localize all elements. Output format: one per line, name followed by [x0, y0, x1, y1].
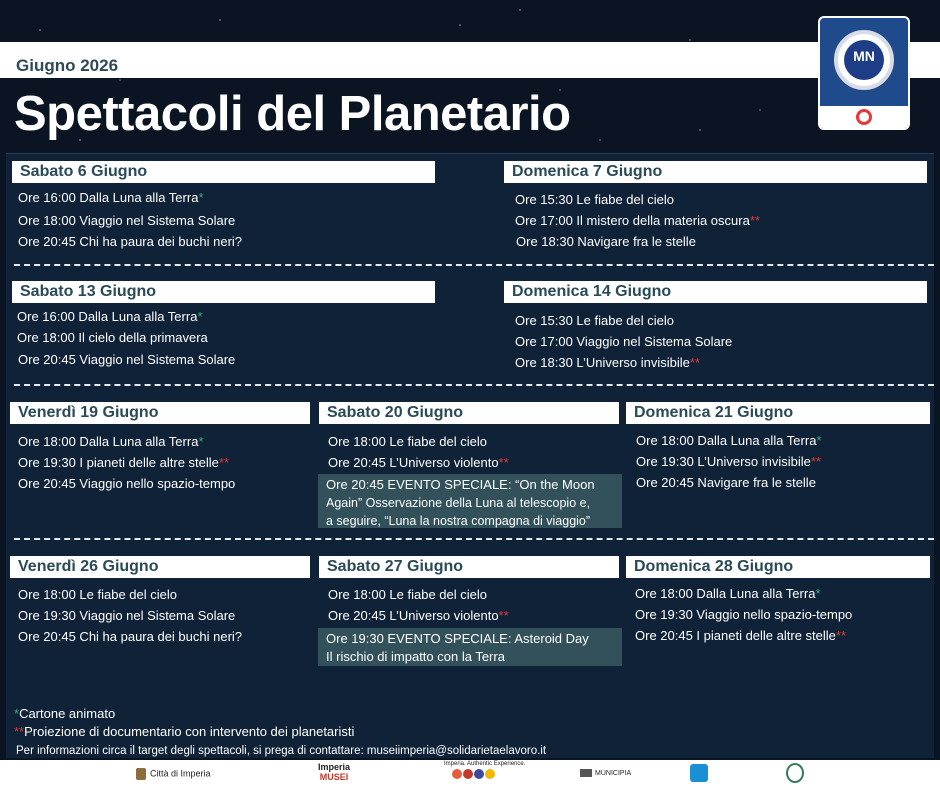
- partner-emblem-icon: [786, 763, 804, 783]
- event-item: Ore 18:00 Le fiabe del cielo: [328, 587, 487, 602]
- logo-subtext: PLANETARIUM: [849, 79, 879, 84]
- event-item: Ore 18:00 Il cielo della primavera: [17, 330, 208, 345]
- sponsor-citta-imperia: Città di Imperia: [136, 768, 211, 780]
- documentary-mark: **: [749, 213, 760, 228]
- day-header-venerdi-26: Venerdì 26 Giugno: [10, 556, 310, 578]
- cartoon-mark: *: [816, 433, 822, 448]
- event-item: Ore 18:00 Le fiabe del cielo: [18, 587, 177, 602]
- logo-emblem: [844, 40, 884, 84]
- sponsor-logo-green: [786, 763, 804, 785]
- event-item: Ore 18:30 Navigare fra le stelle: [516, 234, 696, 249]
- municipia-icon: [580, 769, 592, 777]
- header-band: [0, 42, 940, 78]
- documentary-mark: **: [810, 454, 821, 469]
- day-header-sabato-6: Sabato 6 Giugno: [12, 161, 435, 183]
- sponsor-bar: [0, 760, 940, 788]
- day-header-domenica-7: Domenica 7 Giugno: [504, 161, 927, 183]
- special-event-line: Again” Osservazione della Luna al telescopio e,: [326, 496, 591, 510]
- logo-base: [820, 106, 908, 128]
- documentary-mark: **: [498, 608, 509, 623]
- cartoon-mark: *: [815, 586, 821, 601]
- special-event-line: Il rischio di impatto con la Terra: [326, 649, 505, 664]
- sponsor-imperia-experience: Imperia. Authentic Experience.: [444, 761, 525, 781]
- event-item: Ore 18:00 Dalla Luna alla Terra*: [636, 433, 822, 448]
- special-event-box: [318, 628, 622, 666]
- event-item: Ore 18:00 Dalla Luna alla Terra*: [635, 586, 821, 601]
- event-item: Ore 19:30 Viaggio nello spazio-tempo: [635, 607, 853, 622]
- event-item: Ore 17:00 Il mistero della materia oscura**: [515, 213, 760, 228]
- event-item: Ore 19:30 I pianeti delle altre stelle**: [18, 455, 230, 470]
- partner-logo-icon: [690, 764, 708, 782]
- special-event-line: Ore 19:30 EVENTO SPECIALE: Asteroid Day: [326, 631, 589, 646]
- day-header-domenica-28: Domenica 28 Giugno: [626, 556, 930, 578]
- month-label: Giugno 2026: [16, 56, 119, 75]
- event-item: Ore 20:45 Chi ha paura dei buchi neri?: [18, 629, 243, 644]
- event-item: Ore 15:30 Le fiabe del cielo: [515, 192, 674, 207]
- event-item: Ore 20:45 Viaggio nello spazio-tempo: [18, 476, 236, 491]
- event-item: Ore 20:45 L’Universo violento**: [328, 608, 509, 623]
- planetarium-logo: [818, 16, 910, 130]
- event-item: Ore 20:45 Navigare fra le stelle: [636, 475, 816, 490]
- event-item: Ore 20:45 Viaggio nel Sistema Solare: [18, 352, 236, 367]
- section-divider: [14, 538, 934, 540]
- day-header-venerdi-19: Venerdì 19 Giugno: [10, 402, 310, 424]
- event-item: Ore 16:00 Dalla Luna alla Terra*: [18, 190, 204, 205]
- crest-icon: [136, 768, 146, 780]
- day-header-sabato-13: Sabato 13 Giugno: [12, 281, 435, 303]
- logo-text: MN: [853, 48, 875, 64]
- event-item: Ore 20:45 L’Universo violento**: [328, 455, 509, 470]
- schedule-panel: [6, 153, 934, 758]
- experience-dots-icon: [452, 769, 525, 781]
- logo-symbol-icon: [856, 109, 872, 125]
- page-title: Spettacoli del Planetario: [14, 87, 571, 141]
- event-item: Ore 15:30 Le fiabe del cielo: [515, 313, 674, 328]
- documentary-mark: **: [835, 628, 847, 643]
- sponsor-municipia: MUNICIPIA: [580, 769, 631, 777]
- event-item: Ore 20:45 I pianeti delle altre stelle**: [635, 628, 847, 643]
- cartoon-mark: *: [14, 706, 20, 721]
- day-header-domenica-21: Domenica 21 Giugno: [626, 402, 930, 424]
- documentary-mark: **: [14, 724, 25, 739]
- section-divider: [14, 264, 934, 266]
- event-item: Ore 16:00 Dalla Luna alla Terra*: [17, 309, 203, 324]
- event-item: Ore 19:30 L’Universo invisibile**: [636, 454, 821, 469]
- day-header-domenica-14: Domenica 14 Giugno: [504, 281, 927, 303]
- event-item: Ore 18:00 Dalla Luna alla Terra*: [18, 434, 204, 449]
- event-item: Ore 18:30 L’Universo invisibile**: [515, 355, 700, 370]
- special-event-line: a seguire, “Luna la nostra compagna di viaggio”: [326, 514, 591, 528]
- event-item: Ore 19:30 Viaggio nel Sistema Solare: [18, 608, 236, 623]
- day-header-sabato-27: Sabato 27 Giugno: [319, 556, 619, 578]
- cartoon-mark: *: [198, 190, 204, 205]
- event-item: Ore 20:45 Chi ha paura dei buchi neri?: [18, 234, 243, 249]
- legend-cartoon: *Cartone animato: [14, 706, 116, 721]
- event-item: Ore 17:00 Viaggio nel Sistema Solare: [515, 334, 733, 349]
- special-event-line: Ore 20:45 EVENTO SPECIALE: “On the Moon: [326, 477, 595, 492]
- sponsor-logo-blue: [690, 764, 708, 784]
- sponsor-imperia-musei: Imperia MUSEI: [318, 762, 351, 782]
- event-item: Ore 18:00 Le fiabe del cielo: [328, 434, 487, 449]
- legend-documentary: **Proiezione di documentario con intervento dei planetaristi: [14, 724, 355, 739]
- contact-info: Per informazioni circa il target degli spettacoli, si prega di contattare: museiimperia@solidarietaelavoro.it: [16, 745, 547, 757]
- documentary-mark: **: [498, 455, 509, 470]
- documentary-mark: **: [218, 455, 230, 470]
- special-event-box: [318, 474, 622, 528]
- section-divider: [14, 384, 934, 386]
- logo-ring: [834, 30, 894, 90]
- documentary-mark: **: [689, 355, 700, 370]
- cartoon-mark: *: [197, 309, 203, 324]
- cartoon-mark: *: [198, 434, 204, 449]
- event-item: Ore 18:00 Viaggio nel Sistema Solare: [18, 213, 236, 228]
- day-header-sabato-20: Sabato 20 Giugno: [319, 402, 619, 424]
